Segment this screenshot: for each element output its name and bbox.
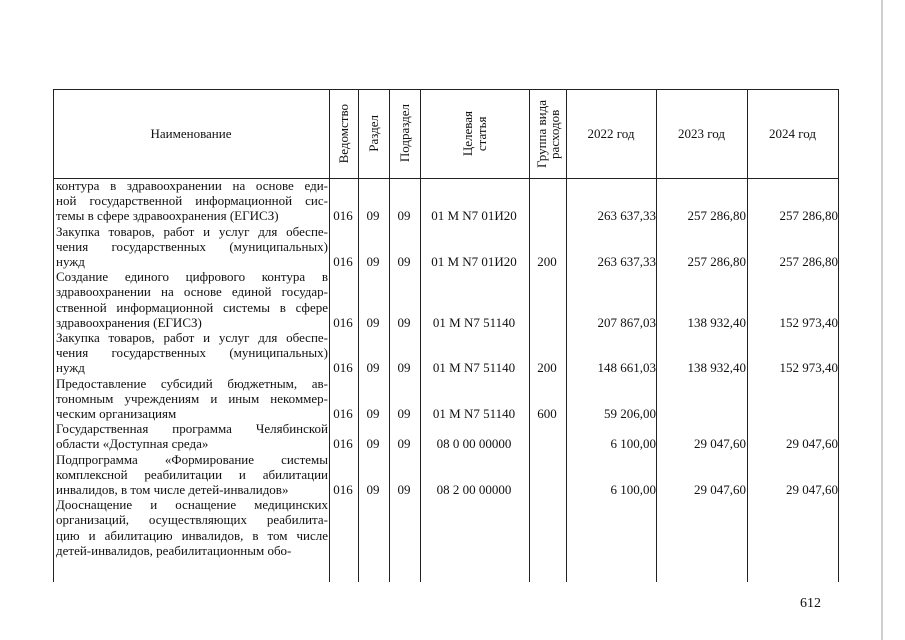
row-name xyxy=(56,421,328,451)
header-celevaya-line2: статья xyxy=(473,116,489,151)
row-cell-raz: 09 xyxy=(366,436,380,452)
row-name-line: Государственная программа Челябинской xyxy=(56,421,328,437)
row-name-line: ственной информационной системы в сфере xyxy=(56,299,328,315)
header-name xyxy=(53,89,329,178)
row-cell-y2024: 29 047,60 xyxy=(786,482,838,497)
header-gruppa xyxy=(529,89,566,178)
row-cell-raz: 09 xyxy=(366,482,380,497)
header-celevaya-line1: Целевая xyxy=(459,110,475,157)
row-cell-y2024: 257 286,80 xyxy=(779,254,838,269)
row-name-line: чения государственных (муниципальных) xyxy=(56,238,328,254)
row-name-line: Предоставление субсидий бюджетным, ав- xyxy=(56,375,328,391)
row-cell-pod: 09 xyxy=(397,208,411,224)
row-name-line: Создание единого цифрового контура в xyxy=(56,269,328,285)
row-cell-pod: 09 xyxy=(397,436,411,452)
row-name xyxy=(56,178,328,224)
row-name-line: нужд xyxy=(56,360,85,376)
row-name-line: комплексной реабилитации и абилитации xyxy=(56,466,328,482)
row-name-line: здравоохранения (ЕГИСЗ) xyxy=(56,314,202,330)
row-cell-ved: 016 xyxy=(333,360,353,376)
row-name-line: цию и абилитацию инвалидов, в том числе xyxy=(56,527,328,543)
row-cell-ved: 016 xyxy=(333,254,353,269)
header-gruppa-line1: Группа вида xyxy=(533,99,549,168)
row-cell-y2023: 29 047,60 xyxy=(694,482,746,497)
col-border xyxy=(838,89,839,582)
row-cell-y2024: 152 973,40 xyxy=(779,360,838,376)
row-cell-y2023: 138 932,40 xyxy=(687,360,746,376)
row-cell-y2022: 59 206,00 xyxy=(604,406,656,421)
row-name-line: тономным учреждениям и иным некоммер- xyxy=(56,390,328,406)
header-2023 xyxy=(656,89,747,178)
row-cell-cel: 01 М N7 51140 xyxy=(432,406,516,421)
header-2024-text: 2024 год xyxy=(769,125,816,141)
row-cell-grp: 200 xyxy=(537,360,557,376)
header-2024 xyxy=(747,89,838,178)
budget-table xyxy=(53,89,839,582)
row-cell-raz: 09 xyxy=(366,208,380,224)
row-name-line: темы в сфере здравоохранения (ЕГИСЗ) xyxy=(56,208,279,224)
row-cell-raz: 09 xyxy=(366,360,380,376)
row-cell-y2024: 29 047,60 xyxy=(786,436,838,452)
row-name-line: организаций, осуществляющих реабилита- xyxy=(56,512,328,528)
row-name xyxy=(56,497,328,558)
row-name-line: области «Доступная среда» xyxy=(56,436,209,452)
row-cell-cel: 01 М N7 01И20 xyxy=(431,208,517,224)
row-cell-y2023: 257 286,80 xyxy=(687,254,746,269)
row-cell-cel: 01 М N7 01И20 xyxy=(431,254,517,269)
row-cell-y2022: 263 637,33 xyxy=(597,254,656,269)
row-cell-ved: 016 xyxy=(333,406,353,421)
row-cell-raz: 09 xyxy=(366,254,380,269)
header-podrazdel xyxy=(389,89,420,178)
row-cell-y2023: 29 047,60 xyxy=(694,436,746,452)
row-cell-cel: 08 2 00 00000 xyxy=(436,482,512,497)
row-cell-y2024: 152 973,40 xyxy=(779,314,838,330)
row-cell-y2023: 138 932,40 xyxy=(687,314,746,330)
row-name-line: Подпрограмма «Формирование системы xyxy=(56,451,328,467)
row-cell-raz: 09 xyxy=(366,406,380,421)
header-2022 xyxy=(566,89,656,178)
row-name-line: ной государственной информационной сис- xyxy=(56,193,328,209)
row-name xyxy=(56,452,328,498)
header-2022-text: 2022 год xyxy=(587,125,635,141)
header-2023-text: 2023 год xyxy=(678,125,725,141)
row-cell-ved: 016 xyxy=(333,314,353,330)
row-cell-pod: 09 xyxy=(397,482,411,497)
row-cell-y2022: 6 100,00 xyxy=(610,436,656,452)
header-vedomstvo xyxy=(329,89,358,178)
row-cell-raz: 09 xyxy=(366,314,380,330)
row-cell-pod: 09 xyxy=(397,314,411,330)
row-name-line: здравоохранении на основе единой государ- xyxy=(56,284,328,300)
header-gruppa-line2: расходов xyxy=(546,108,562,159)
row-cell-pod: 09 xyxy=(397,254,411,269)
row-name-line: контура в здравоохранении на основе еди- xyxy=(56,178,328,193)
row-name xyxy=(56,330,328,376)
row-cell-y2022: 263 637,33 xyxy=(597,208,656,224)
header-name-text: Наименование xyxy=(150,125,232,141)
row-cell-pod: 09 xyxy=(397,406,411,421)
row-name xyxy=(56,376,328,422)
row-cell-grp: 200 xyxy=(537,254,557,269)
row-cell-grp: 600 xyxy=(537,406,557,421)
page-number: 612 xyxy=(800,596,821,611)
header-podrazdel-text: Подраздел xyxy=(396,104,412,163)
row-name-line: Закупка товаров, работ и услуг для обеспе- xyxy=(56,223,328,239)
row-cell-ved: 016 xyxy=(333,208,353,224)
row-name-line: инвалидов, в том числе детей-инвалидов» xyxy=(56,482,289,497)
row-cell-y2023: 257 286,80 xyxy=(687,208,746,224)
row-name-line: Закупка товаров, работ и услуг для обеспе- xyxy=(56,330,328,345)
row-cell-cel: 08 0 00 00000 xyxy=(436,436,512,452)
page-edge-line xyxy=(881,0,883,640)
row-name-line: ческим организациям xyxy=(56,406,177,421)
row-name xyxy=(56,269,328,330)
header-razdel-text: Раздел xyxy=(365,115,381,152)
row-cell-cel: 01 М N7 51140 xyxy=(432,360,516,376)
row-name-line: нужд xyxy=(56,254,85,269)
row-name-line: чения государственных (муниципальных) xyxy=(56,345,328,361)
header-celevaya xyxy=(420,89,529,178)
row-cell-pod: 09 xyxy=(397,360,411,376)
header-razdel xyxy=(358,89,389,178)
row-cell-y2024: 257 286,80 xyxy=(779,208,838,224)
row-cell-y2022: 6 100,00 xyxy=(610,482,656,497)
row-cell-y2022: 207 867,03 xyxy=(597,314,656,330)
row-cell-ved: 016 xyxy=(333,482,353,497)
row-name-line: Дооснащение и оснащение медицинских xyxy=(56,497,328,513)
row-cell-y2022: 148 661,03 xyxy=(597,360,656,376)
row-name-line: детей-инвалидов, реабилитационным обо- xyxy=(56,542,292,558)
row-cell-cel: 01 М N7 51140 xyxy=(432,314,516,330)
row-cell-ved: 016 xyxy=(333,436,353,452)
header-vedomstvo-text: Ведомство xyxy=(335,103,351,164)
row-name xyxy=(56,224,328,270)
